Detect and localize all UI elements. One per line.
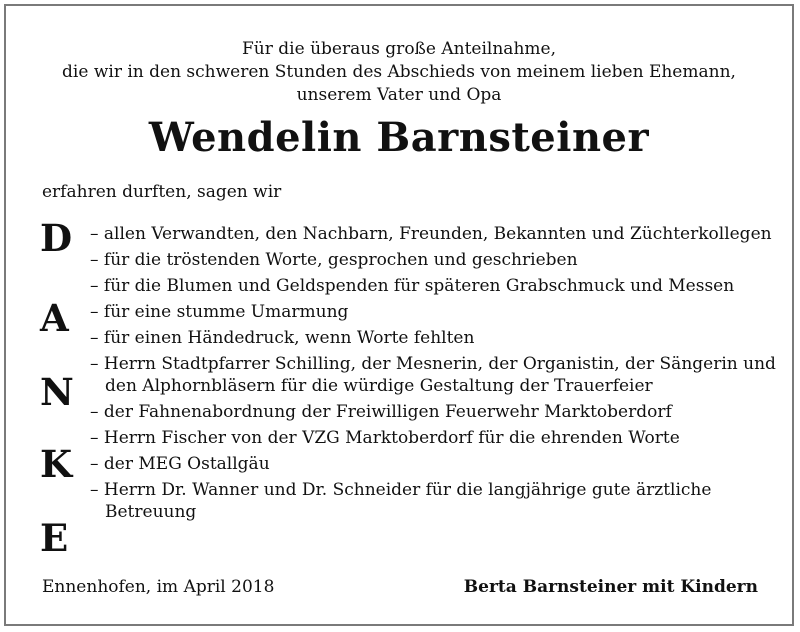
list-item: – Herrn Fischer von der VZG Marktoberdorf für die ehrenden Worte [90,428,680,448]
list-item: – der MEG Ostallgäu [90,454,270,474]
signature: Berta Barnsteiner mit Kindern [463,577,758,597]
thanks-list [90,223,780,527]
deceased-name: Wendelin Barnsteiner [148,114,650,161]
letter-k: K [40,442,73,486]
intro-line-2: die wir in den schweren Stunden des Abschieds von meinem lieben Ehemann, [62,62,736,82]
list-item: – für einen Händedruck, wenn Worte fehlten [90,328,475,348]
intro-line-3: unserem Vater und Opa [296,85,502,105]
letter-e: E [40,516,69,560]
list-item: – für die tröstenden Worte, gesprochen und geschrieben [90,250,578,270]
obituary-card [4,4,794,626]
list-item: – allen Verwandten, den Nachbarn, Freunden, Bekannten und Züchterkollegen [90,224,772,244]
letter-d: D [40,216,73,260]
intro-text [6,38,792,107]
letter-a: A [40,296,69,340]
list-item: – Herrn Stadtpfarrer Schilling, der Mesnerin, der Organistin, der Sängerin und den Alphornbläsern für die würdige Gestaltung der Trauerfeier [90,354,776,396]
list-item: – für eine stumme Umarmung [90,302,349,322]
list-item: – für die Blumen und Geldspenden für späteren Grabschmuck und Messen [90,276,735,296]
letter-n: N [40,370,74,414]
list-item: – Herrn Dr. Wanner und Dr. Schneider für die langjährige gute ärztliche Betreuung [90,480,712,522]
list-item: – der Fahnenabordnung der Freiwilligen Feuerwehr Marktoberdorf [90,402,672,422]
intro-line-1: Für die überaus große Anteilnahme, [242,39,556,59]
place-date: Ennenhofen, im April 2018 [42,577,275,597]
lead-text: erfahren durften, sagen wir [42,182,282,202]
